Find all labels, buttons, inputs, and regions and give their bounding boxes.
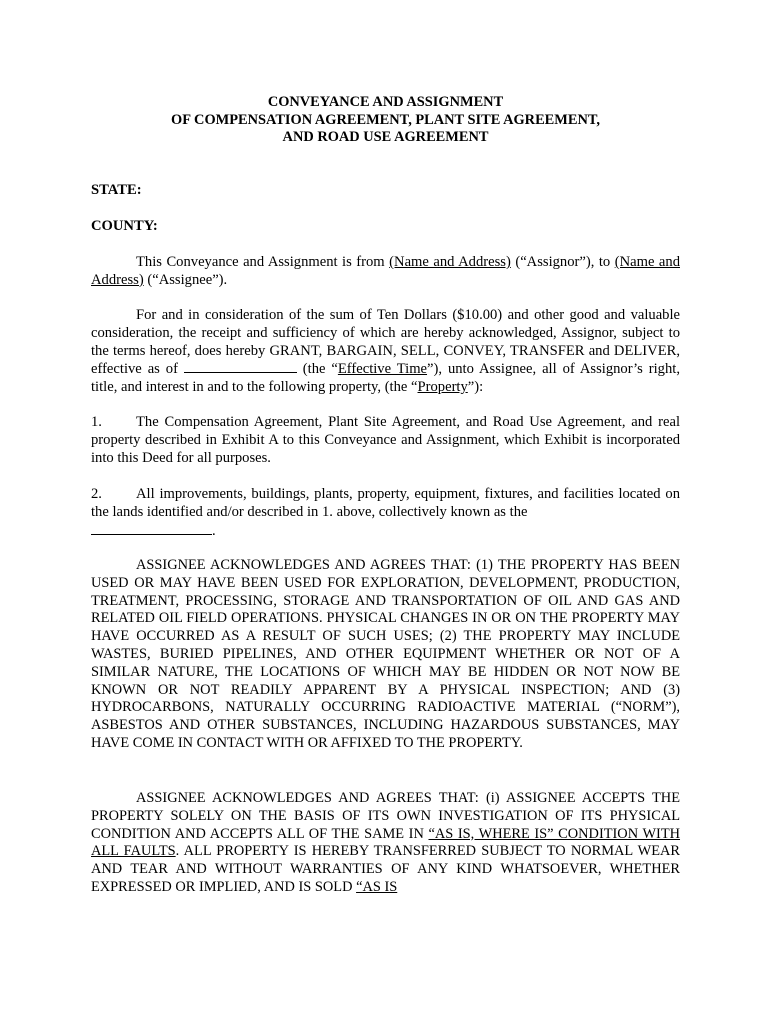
parties-text-c: (“Assignee”). bbox=[143, 271, 228, 288]
parties-text-b: (“Assignor”), to bbox=[510, 254, 615, 270]
paragraph-acknowledgement-2 bbox=[91, 790, 680, 897]
list-item-2 bbox=[91, 486, 680, 540]
as-is-text-b: . ALL PROPERTY IS HEREBY TRANSFERRED SUBJECT TO NORMAL WEAR AND TEAR AND WITHOUT WARRANTIES OF ANY KIND WHATSOEVER, WHETHER EXPRESSED OR IMPLIED, AND IS SOLD bbox=[91, 843, 680, 895]
parties-text-a: This Conveyance and Assignment is from bbox=[136, 254, 390, 270]
as-is-text-a: ASSIGNEE ACKNOWLEDGES AND AGREES THAT: (i) ASSIGNEE ACCEPTS THE PROPERTY SOLELY ON THE BASIS OF ITS OWN INVESTIGATION OF ITS PHYSICAL CONDITION AND ACCEPTS ALL OF THE SAME IN bbox=[91, 790, 680, 842]
effective-date-blank bbox=[184, 360, 297, 373]
assignee-name-placeholder: (Name and Address) bbox=[91, 254, 680, 288]
as-is-trailing-term: “AS IS bbox=[356, 878, 398, 895]
item-1-text: The Compensation Agreement, Plant Site Agreement, and Road Use Agreement, and real property described in Exhibit A to this Conveyance and Assignment, which Exhibit is incorporated into this Deed for all purposes. bbox=[91, 414, 680, 466]
item-2-text: All improvements, buildings, plants, property, equipment, fixtures, and facilities located on the lands identified and/or described in 1. above, collectively known as the bbox=[91, 486, 680, 520]
paragraph-consideration bbox=[91, 307, 680, 397]
consideration-text-c: ”), unto Assignee, all of Assignor’s right, title, and interest in and to the following property, (the “ bbox=[91, 361, 680, 396]
property-term: Property bbox=[417, 379, 468, 396]
consideration-text-d: ”): bbox=[467, 379, 484, 396]
document-title bbox=[91, 94, 680, 147]
state-label: STATE: bbox=[91, 182, 142, 198]
consideration-text-b: (the “ bbox=[296, 361, 338, 378]
assignor-name-placeholder: (Name and Address) bbox=[389, 254, 511, 270]
paragraph-parties bbox=[91, 254, 680, 290]
known-as-blank bbox=[91, 522, 212, 535]
effective-time-term: Effective Time bbox=[337, 361, 428, 378]
title-line-3: AND ROAD USE AGREEMENT bbox=[282, 129, 489, 146]
item-1-number: 1. bbox=[91, 414, 102, 430]
consideration-text-a: For and in consideration of the sum of Ten Dollars ($10.00) and other good and valuable consideration, the receipt and sufficiency of which are hereby acknowledged, Assignor, subject to the terms hereof, does hereby GRANT, BARGAIN, SELL, CONVEY, TRANSFER and DELIVER, effective as of bbox=[91, 307, 680, 378]
item-2-end: . bbox=[212, 522, 216, 539]
list-item-1 bbox=[91, 414, 680, 467]
paragraph-acknowledgement-1: ASSIGNEE ACKNOWLEDGES AND AGREES THAT: (1) THE PROPERTY HAS BEEN USED OR MAY HAVE BEEN USED FOR EXPLORATION, DEVELOPMENT, PRODUCTION, TREATMENT, PROCESSING, STORAGE AND TRANSPORTATION OF OIL AND GAS AND RELATED OIL FIELD OPERATIONS. PHYSICAL CHANGES IN OR ON THE PROPERTY MAY HAVE OCCURRED AS A RESULT OF SUCH USES; (2) THE PROPERTY MAY INCLUDE WASTES, BURIED PIPELINES, AND OTHER EQUIPMENT WHETHER OR NOT OF A SIMILAR NATURE, THE LOCATIONS OF WHICH MAY BE HIDDEN OR NOT NOW BE KNOWN OR NOT READILY APPARENT BY A PHYSICAL INSPECTION; AND (3) HYDROCARBONS, NATURALLY OCCURRING RADIOACTIVE MATERIAL (“NORM”), ASBESTOS AND OTHER SUBSTANCES, INCLUDING HAZARDOUS SUBSTANCES, MAY HAVE COME IN CONTACT WITH OR AFFIXED TO THE PROPERTY. bbox=[91, 557, 680, 751]
title-line-2: OF COMPENSATION AGREEMENT, PLANT SITE AGREEMENT, bbox=[171, 111, 600, 128]
as-is-where-is-term: “AS IS, WHERE IS” CONDITION WITH ALL FAULTS bbox=[91, 825, 681, 860]
item-2-number: 2. bbox=[91, 486, 102, 502]
title-line-1: CONVEYANCE AND ASSIGNMENT bbox=[267, 94, 504, 110]
county-label: COUNTY: bbox=[91, 218, 158, 234]
